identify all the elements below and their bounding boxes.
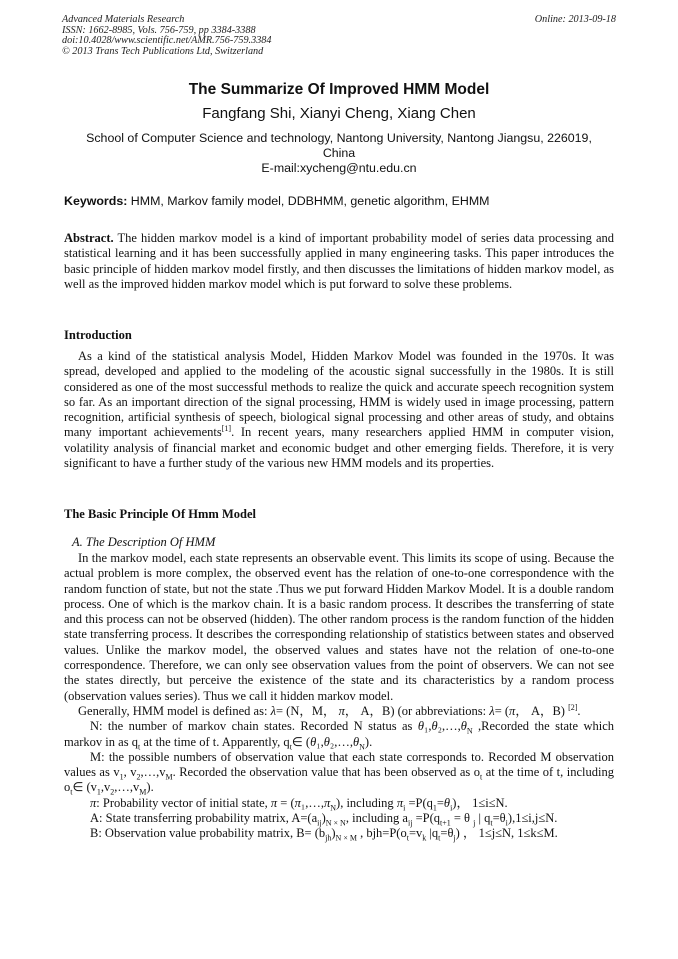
a-text: | q	[475, 811, 491, 826]
pi-symbol: π	[90, 795, 97, 810]
subscript: N	[359, 742, 365, 752]
keywords	[64, 194, 490, 208]
hmm-definition	[64, 704, 614, 719]
keywords-label: Keywords:	[64, 194, 128, 208]
b-text: B: Observation value probability matrix, B= (b	[90, 826, 326, 841]
theta-symbol: θ	[323, 734, 330, 749]
description-paragraph: In the markov model, each state represents an observable event. This limits its scope of using. Because the actual problem is more complex, the observed event has the relation of one-to-one correspondence with the random function of state, but not the state .Thus we put forward Hidden Markov Model. It is a double random process. One of which is the markov chain. It is a basic random process. It describes the transferring of state and this process can not be observed (hidden). The other random process is the random function of the hidden state transferring process. It describes the corresponding relationship of statistics between states and observed values. Unlike the markov model, the observed values and states have not the relation of one-to-one correspondence. Therefore, we can only see observation values from the point of observers. We can not see the states directly, but perceive the existence of the state and its characteristics by a random process (observation values series). Thus we call it hidden markov model.	[64, 551, 614, 703]
m-text: ).	[146, 780, 154, 795]
a-text: = θ	[450, 811, 474, 826]
journal-name: Advanced Materials Research	[62, 14, 185, 25]
n-text: N: the number of markov chain states. Recorded N status as	[90, 719, 418, 734]
b-definition	[64, 826, 614, 841]
subscript: 1	[119, 772, 124, 782]
b-text: , bjh=P(o	[356, 826, 407, 841]
m-text: ,…,v	[114, 780, 140, 795]
subscript: N	[330, 803, 337, 813]
subscript: t	[289, 742, 292, 752]
n-text: ₁,	[423, 719, 432, 734]
subscript: i	[505, 818, 508, 828]
subscript: 1	[432, 803, 437, 813]
b-text: ) ， 1≤j≤N, 1≤k≤M.	[455, 826, 558, 841]
subscript: k	[422, 833, 427, 843]
affiliation-country: China	[322, 146, 356, 160]
subscript: 2	[110, 787, 115, 797]
subscript: i	[403, 803, 406, 813]
n-text: ₂,…,	[437, 719, 461, 734]
abstract	[64, 231, 614, 292]
n-text: ₁,	[316, 734, 324, 749]
subscript: t	[480, 772, 483, 782]
affiliation	[70, 131, 608, 176]
subscript: j	[453, 833, 456, 843]
abstract-text: The hidden markov model is a kind of important probability model of series data processing and statistical learning and it has been successfully applied in many engineering tasks. This paper introduces the basic principle of hidden markov model firstly, and then discusses the limitations of hidden markov model, as well as the improved hidden markov model which is put forward to solve these problems.	[64, 231, 614, 291]
a-text: =θ	[492, 811, 506, 826]
citation-ref-2[interactable]: [2]	[568, 702, 578, 712]
subscript: j	[473, 818, 476, 828]
theta-symbol: θ	[310, 734, 317, 749]
subscript: 2	[136, 772, 141, 782]
theta-symbol: θ	[417, 719, 424, 734]
description-subheading: A. The Description Of HMM	[72, 535, 216, 549]
m-text: at the time of t, including o	[64, 765, 614, 795]
subscript: i	[450, 803, 453, 813]
subscript: t	[490, 818, 493, 828]
definition-text: = (	[494, 703, 510, 718]
definition-text: .	[577, 703, 581, 718]
theta-symbol: θ	[460, 719, 467, 734]
m-text: ,…,v	[140, 765, 166, 780]
hmm-description	[64, 551, 614, 842]
journal-issn: ISSN: 1662-8985, Vols. 756-759, pp 3384-3388	[62, 24, 256, 36]
pi-text: )， 1≤i≤N.	[452, 795, 508, 810]
online-date: Online: 2013-09-18	[534, 14, 616, 25]
pi-symbol: π	[324, 795, 331, 810]
b-text: |q	[426, 826, 439, 841]
b-text: =θ	[440, 826, 454, 841]
theta-symbol: θ	[431, 719, 438, 734]
definition-text: ， A，B)	[515, 703, 569, 718]
affiliation-line: School of Computer Science and technology, Nantong University, Nantong Jiangsu, 226019,	[86, 131, 592, 145]
subscript: N × M	[335, 833, 357, 843]
subscript: N	[466, 726, 473, 736]
pi-definition	[64, 796, 614, 811]
introduction-heading: Introduction	[64, 328, 132, 342]
b-text: =v	[408, 826, 423, 841]
n-text: ).	[364, 734, 373, 749]
subscript: 1	[96, 787, 101, 797]
n-text: at the time of t. Apparently, q	[140, 734, 290, 749]
subscript: jh	[325, 833, 332, 843]
lambda-symbol: λ	[489, 703, 495, 718]
paper-title: The Summarize Of Improved HMM Model	[188, 81, 490, 98]
m-text: . Recorded the observation value that has been observed as o	[172, 765, 481, 780]
m-definition	[64, 750, 614, 796]
b-text: )	[331, 826, 336, 841]
pi-text: ), including	[336, 795, 397, 810]
theta-symbol: θ	[443, 795, 451, 810]
pi-symbol: π	[270, 795, 278, 810]
basic-principle-heading: The Basic Principle Of Hmm Model	[64, 507, 256, 521]
lambda-symbol: λ	[270, 703, 276, 718]
a-text: )	[321, 811, 326, 826]
a-text: ),1≤i,j≤N.	[507, 811, 558, 826]
journal-header	[62, 15, 271, 57]
m-text: M: the possible numbers of observation value that each state corresponds to. Recorded M observation values as v	[64, 749, 614, 780]
author-email[interactable]: E-mail:xycheng@ntu.edu.cn	[261, 161, 417, 175]
n-text: ∈ (	[291, 734, 311, 749]
n-text: ₂,…,	[329, 734, 353, 749]
pi-text: : Probability vector of initial state,	[96, 795, 271, 810]
n-definition	[64, 719, 614, 750]
introduction-paragraph	[64, 349, 614, 471]
journal-doi[interactable]: doi:10.4028/www.scientific.net/AMR.756-759.3384	[62, 35, 272, 47]
pi-text: = (	[277, 795, 295, 810]
theta-symbol: θ	[352, 734, 360, 749]
pi-text: ₁,…,	[300, 795, 324, 810]
subscript: M	[165, 772, 173, 782]
subscript: M	[139, 787, 147, 797]
a-text: , including a	[345, 811, 408, 826]
journal-copyright: © 2013 Trans Tech Publications Ltd, Switzerland	[62, 45, 264, 57]
keywords-text: HMM, Markov family model, DDBHMM, genetic algorithm, EHMM	[127, 194, 490, 208]
m-text: ,v	[100, 780, 111, 795]
intro-text-1: As a kind of the statistical analysis Model, Hidden Markov Model was founded in the 1970s. It was spread, developed and applied to the modeling of the acoustic signal successfully in the 1980s. It is still considered as one of the most successful methods to realize the quick and accurate speech recognition system so far. As an important direction of the signal processing, HMM is widely used in image processing, pattern recognition, artificial synthesis of speech, biological signal processing and other areas of study, and obtains many important achievements	[64, 349, 614, 440]
subscript: ij	[407, 818, 413, 828]
subscript: t	[70, 787, 73, 797]
pi-symbol: π	[338, 703, 345, 718]
abstract-label: Abstract.	[64, 231, 114, 245]
subscript: t+1	[439, 818, 451, 828]
pi-symbol: π	[294, 795, 301, 810]
intro-text-2: . In recent years, many researchers applied HMM in computer vision, volatility analysis of financial market and economic budget and other emerging fields. Therefore, it is very significant to have a further study of the various new HMM models and its properties.	[64, 425, 614, 471]
pi-symbol: π	[396, 795, 404, 810]
definition-text: ， A，B) (or abbreviations:	[344, 703, 490, 718]
subscript: t	[438, 833, 441, 843]
a-text: =P(q	[412, 811, 440, 826]
m-text: , v	[123, 765, 137, 780]
citation-ref-1[interactable]: [1]	[221, 424, 232, 434]
a-text: A: State transferring probability matrix, A=(a	[90, 811, 318, 826]
paper-authors: Fangfang Shi, Xianyi Cheng, Xiang Chen	[202, 105, 476, 122]
subscript: N × N	[325, 818, 346, 828]
pi-text: =P(q	[405, 795, 433, 810]
subscript: t	[406, 833, 409, 843]
definition-text: = (N，M，	[275, 703, 339, 718]
n-text: ,Recorded the state which markov in as q	[64, 719, 615, 749]
m-text: ∈ (v	[72, 780, 97, 795]
a-definition	[64, 811, 614, 826]
subscript: ij	[317, 818, 322, 828]
pi-text: =	[436, 795, 444, 810]
definition-text: Generally, HMM model is defined as:	[78, 703, 271, 718]
pi-symbol: π	[509, 703, 516, 718]
subscript: t	[137, 742, 141, 752]
